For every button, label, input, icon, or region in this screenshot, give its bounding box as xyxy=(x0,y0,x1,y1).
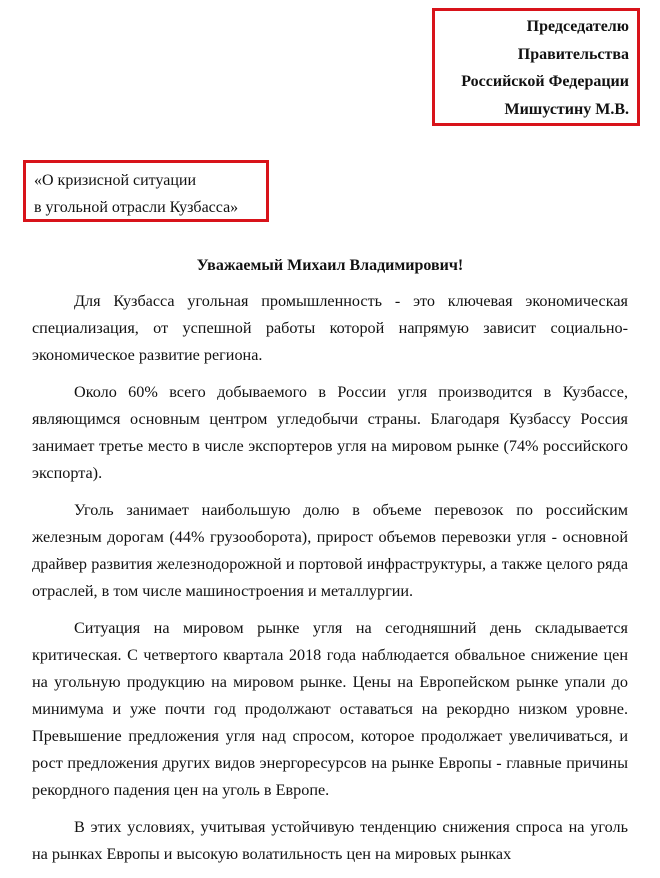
addressee-block xyxy=(432,8,640,126)
body-paragraph: В этих условиях, учитывая устойчивую тенденцию снижения спроса на уголь на рынках Европы и высокую волатильность цен на мировых рынках xyxy=(32,818,628,863)
body-paragraph: Уголь занимает наибольшую долю в объеме перевозок по российским железным дорогам (44% грузооборота), прирост объемов перевозки угля - основной драйвер развития железнодорожной и портовой инфраструктуры, а также целого ряда отраслей, в том числе машиностроения и металлургии. xyxy=(32,501,628,600)
salutation: Уважаемый Михаил Владимирович! xyxy=(196,257,464,274)
body-paragraph: Для Кузбасса угольная промышленность - это ключевая экономическая специализация, от успешной работы которой напрямую зависит социально-экономическое развитие региона. xyxy=(32,292,628,364)
addressee-line: Мишустину М.В. xyxy=(504,100,629,118)
addressee-line: Российской Федерации xyxy=(461,73,629,90)
addressee-line: Правительства xyxy=(517,45,629,63)
letter-body xyxy=(32,288,628,878)
subject-line: в угольной отрасли Кузбасса» xyxy=(34,199,239,216)
subject-line: «О кризисной ситуации xyxy=(34,172,197,189)
body-paragraph: Ситуация на мировом рынке угля на сегодняшний день складывается критическая. С четвертого квартала 2018 года наблюдается обвальное снижение цен на угольную продукцию на мировом рынке. Цены на Европейском рынке упали до минимума и уже почти год продолжают оставаться на рекордно низком уровне. Превышение предложения угля над спросом, которое продолжает увеличиваться, и рост предложения других видов энергоресурсов на рынке Европы - главные причины рекордного падения цен на уголь в Европе. xyxy=(32,619,628,799)
subject-block xyxy=(23,160,269,222)
addressee-line: Председателю xyxy=(526,18,629,35)
body-paragraph: Около 60% всего добываемого в России угля производится в Кузбассе, являющимся основным центром угледобычи страны. Благодаря Кузбассу Россия занимает третье место в числе экспортеров угля на мировом рынке (74% российского экспорта). xyxy=(32,383,628,482)
